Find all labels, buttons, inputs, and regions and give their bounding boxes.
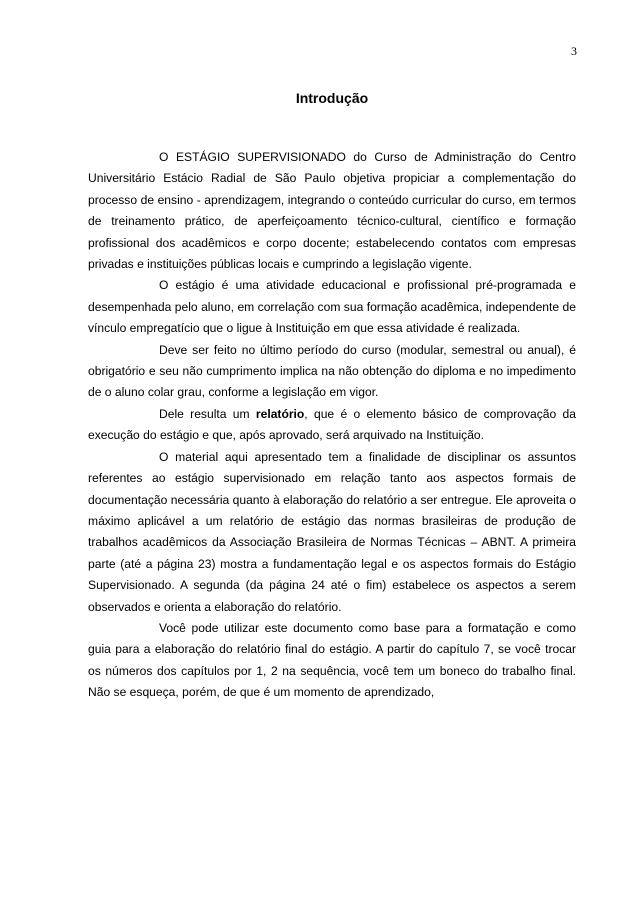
paragraph-6: Você pode utilizar este documento como base para a formatação e como guia para a elaboração do relatório final do estágio. A partir do capítulo 7, se você trocar os números dos capítulos por 1, 2 na sequência, você tem um boneco do trabalho final. Não se esqueça, porém, de que é um momento de aprendizado, xyxy=(88,620,576,700)
page-number: 3 xyxy=(571,44,577,58)
paragraph-4 xyxy=(88,404,576,447)
paragraph-4-after: , que é o elemento básico de comprovação da execução do estágio e que, após aprovado, será arquivado na Instituição. xyxy=(88,406,576,443)
paragraph-4-bold-term: relatório xyxy=(255,406,305,421)
paragraph-3: Deve ser feito no último período do curso (modular, semestral ou anual), é obrigatório e seu não cumprimento implica na não obtenção do diploma e no impedimento de o aluno colar grau, conforme a legislação em vigor. xyxy=(88,342,576,400)
paragraph-1: O ESTÁGIO SUPERVISIONADO do Curso de Administração do Centro Universitário Estácio Radial de São Paulo objetiva propiciar a complementação do processo de ensino - aprendizagem, integrando o conteúdo curricular do curso, em termos de treinamento prático, de aperfeiçoamento técnico-cultural, científico e formação profissional dos acadêmicos e corpo docente; estabelecendo contatos com empresas privadas e instituições públicas locais e cumprindo a legislação vigente. xyxy=(88,150,576,272)
body-text xyxy=(88,147,576,704)
paragraph-5: O material aqui apresentado tem a finalidade de disciplinar os assuntos referentes ao estágio supervisionado em relação tanto aos aspectos formais de documentação necessária quanto à elaboração do relatório a ser entregue. Ele aproveita o máximo aplicável a um relatório de estágio das normas brasileiras de produção de trabalhos acadêmicos da Associação Brasileira de Normas Técnicas – ABNT. A primeira parte (até a página 23) mostra a fundamentação legal e os aspectos formais do Estágio Supervisionado. A segunda (da página 24 até o fim) estabelece os aspectos a serem observados e orienta a elaboração do relatório. xyxy=(88,449,576,614)
paragraph-4-before: Dele resulta um xyxy=(159,406,256,421)
paragraph-2: O estágio é uma atividade educacional e profissional pré-programada e desempenhada pelo aluno, em correlação com sua formação acadêmica, independente de vínculo empregatício que o ligue à Instituição em que essa atividade é realizada. xyxy=(88,278,576,336)
page-title: Introdução xyxy=(295,90,369,106)
